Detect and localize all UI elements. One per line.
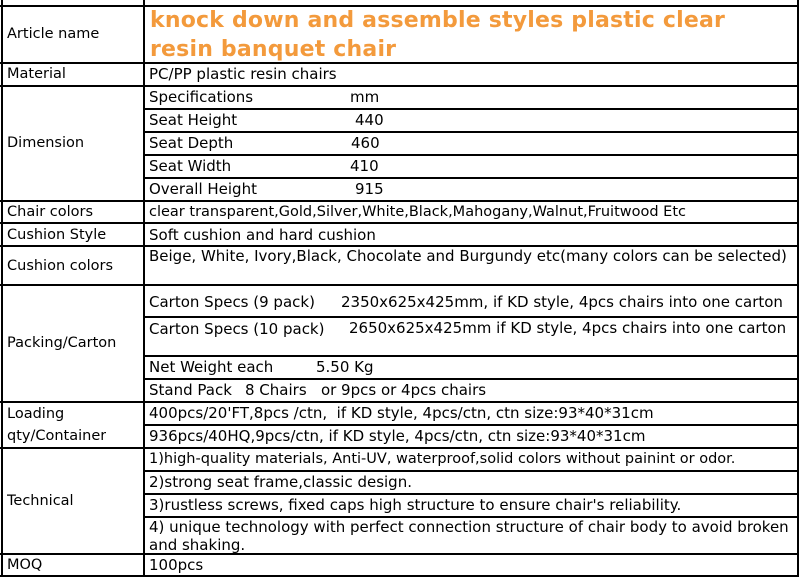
seat-height-value: 440 — [355, 111, 384, 129]
technical-item-2: 2)strong seat frame,classic design. — [149, 473, 412, 491]
net-weight-value: 5.50 Kg — [316, 358, 374, 376]
loading-label-line2: qty/Container — [7, 428, 107, 444]
technical-label: Technical — [7, 493, 74, 509]
stand-pack-value: 8 Chairs or 9pcs or 4pcs chairs — [245, 381, 487, 399]
dimension-spec-value: mm — [350, 88, 380, 106]
seat-height-name: Seat Height — [149, 111, 238, 129]
cushion-style-label: Cushion Style — [7, 227, 107, 243]
chair-colors-value: clear transparent,Gold,Silver,White,Black,Mahogany,Walnut,Fruitwood Etc — [149, 204, 686, 220]
moq-label: MOQ — [7, 557, 43, 573]
row-divider — [144, 154, 799, 156]
cushion-style-value: Soft cushion and hard cushion — [149, 226, 376, 244]
overall-height-value: 915 — [355, 180, 384, 198]
article-name-label: Article name — [7, 26, 100, 42]
carton-9-name: Carton Specs (9 pack) — [149, 293, 315, 311]
seat-depth-value: 460 — [351, 134, 380, 152]
seat-depth-name: Seat Depth — [149, 134, 234, 152]
loading-20ft: 400pcs/20'FT,8pcs /ctn, if KD style, 4pcs/ctn, ctn size:93*40*31cm — [149, 404, 654, 422]
table-border-bottom — [0, 575, 799, 577]
technical-item-4: 4) unique technology with perfect connection structure of chair body to avoid broken and shaking. — [149, 518, 789, 553]
row-divider — [144, 108, 799, 110]
packing-label: Packing/Carton — [7, 335, 117, 351]
material-value: PC/PP plastic resin chairs — [149, 65, 337, 83]
dimension-label: Dimension — [7, 135, 85, 151]
loading-label-line1: Loading — [7, 406, 65, 422]
row-divider — [0, 284, 799, 286]
row-divider — [0, 222, 799, 224]
loading-40hq: 936pcs/40HQ,9pcs/ctn, if KD style, 4pcs/ctn, ctn size:93*40*31cm — [149, 427, 646, 445]
seat-width-value: 410 — [350, 157, 379, 175]
table-border-right — [797, 0, 799, 577]
technical-item-3: 3)rustless screws, fixed caps high structure to ensure chair's reliability. — [149, 496, 682, 514]
carton-10-value: 2650x625x425mm if KD style, 4pcs chairs into one carton — [349, 319, 787, 337]
stand-pack-name: Stand Pack — [149, 381, 232, 399]
page-title: knock down and assemble styles plastic clear resin banquet chair — [150, 8, 726, 62]
row-divider — [0, 553, 799, 555]
carton-10-name: Carton Specs (10 pack) — [149, 320, 325, 338]
column-divider — [143, 0, 145, 577]
overall-height-name: Overall Height — [149, 180, 257, 198]
table-border-left — [1, 0, 3, 577]
chair-colors-label: Chair colors — [7, 204, 94, 220]
material-label: Material — [7, 66, 66, 82]
seat-width-name: Seat Width — [149, 157, 232, 175]
row-divider — [144, 316, 799, 318]
cushion-colors-label: Cushion colors — [7, 258, 114, 274]
row-divider — [0, 85, 799, 87]
technical-item-1: 1)high-quality materials, Anti-UV, waterproof,solid colors without painint or odor. — [149, 451, 736, 467]
cushion-colors-value: Beige, White, Ivory,Black, Chocolate and Burgundy etc(many colors can be selected) — [149, 247, 787, 265]
row-divider — [144, 131, 799, 133]
net-weight-name: Net Weight each — [149, 358, 274, 376]
dimension-spec-name: Specifications — [149, 88, 254, 106]
carton-9-value: 2350x625x425mm, if KD style, 4pcs chairs into one carton — [341, 293, 783, 311]
moq-value: 100pcs — [149, 556, 204, 574]
